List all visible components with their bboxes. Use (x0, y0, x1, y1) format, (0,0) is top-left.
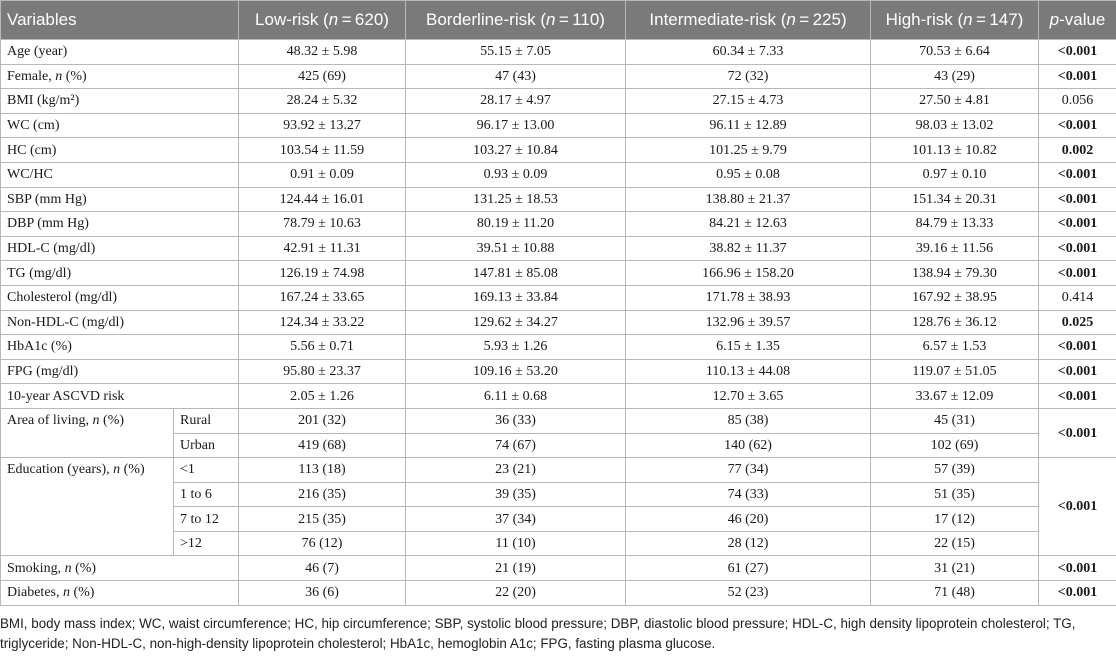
low-risk-cell: 167.24 ± 33.65 (239, 285, 406, 310)
area-of-living-label: Area of living, n (%) (1, 408, 174, 457)
variable-cell: 10-year ASCVD risk (1, 384, 239, 409)
intermediate-risk-cell: 61 (27) (626, 556, 871, 581)
variable-cell: Diabetes, n (%) (1, 581, 239, 606)
borderline-risk-cell: 74 (67) (406, 433, 626, 458)
p-value-cell: 0.002 (1039, 138, 1116, 163)
borderline-risk-cell: 37 (34) (406, 507, 626, 532)
high-risk-cell: 138.94 ± 79.30 (871, 261, 1039, 286)
table-row (1, 138, 1116, 163)
borderline-risk-cell: 96.17 ± 13.00 (406, 113, 626, 138)
intermediate-risk-cell: 77 (34) (626, 458, 871, 483)
intermediate-risk-cell: 96.11 ± 12.89 (626, 113, 871, 138)
table-row (1, 187, 1116, 212)
variable-cell: SBP (mm Hg) (1, 187, 239, 212)
education-subcategory: >12 (174, 531, 239, 556)
area-of-living-subcategory: Urban (174, 433, 239, 458)
borderline-risk-cell: 103.27 ± 10.84 (406, 138, 626, 163)
header-low-risk: Low-risk (n = 620) (239, 1, 406, 40)
low-risk-cell: 95.80 ± 23.37 (239, 359, 406, 384)
low-risk-cell: 419 (68) (239, 433, 406, 458)
borderline-risk-cell: 5.93 ± 1.26 (406, 335, 626, 360)
table-row (1, 285, 1116, 310)
table-row (1, 113, 1116, 138)
low-risk-cell: 36 (6) (239, 581, 406, 606)
header-borderline-risk: Borderline-risk (n = 110) (406, 1, 626, 40)
intermediate-risk-cell: 6.15 ± 1.35 (626, 335, 871, 360)
p-value-cell: <0.001 (1039, 113, 1116, 138)
education-label: Education (years), n (%) (1, 458, 174, 556)
borderline-risk-cell: 39.51 ± 10.88 (406, 236, 626, 261)
borderline-risk-cell: 6.11 ± 0.68 (406, 384, 626, 409)
low-risk-cell: 126.19 ± 74.98 (239, 261, 406, 286)
variable-cell: HC (cm) (1, 138, 239, 163)
high-risk-cell: 31 (21) (871, 556, 1039, 581)
high-risk-cell: 167.92 ± 38.95 (871, 285, 1039, 310)
variable-cell: Smoking, n (%) (1, 556, 239, 581)
p-value-cell: 0.025 (1039, 310, 1116, 335)
table-row (1, 335, 1116, 360)
low-risk-cell: 215 (35) (239, 507, 406, 532)
variable-cell: Age (year) (1, 40, 239, 65)
high-risk-cell: 33.67 ± 12.09 (871, 384, 1039, 409)
low-risk-cell: 425 (69) (239, 64, 406, 89)
variable-cell: HbA1c (%) (1, 335, 239, 360)
p-value-cell: <0.001 (1039, 458, 1116, 556)
borderline-risk-cell: 169.13 ± 33.84 (406, 285, 626, 310)
intermediate-risk-cell: 60.34 ± 7.33 (626, 40, 871, 65)
borderline-risk-cell: 55.15 ± 7.05 (406, 40, 626, 65)
borderline-risk-cell: 22 (20) (406, 581, 626, 606)
borderline-risk-cell: 39 (35) (406, 482, 626, 507)
area-of-living-subcategory: Rural (174, 408, 239, 433)
high-risk-cell: 17 (12) (871, 507, 1039, 532)
variable-cell: WC/HC (1, 162, 239, 187)
header-intermediate-risk: Intermediate-risk (n = 225) (626, 1, 871, 40)
variable-cell: FPG (mg/dl) (1, 359, 239, 384)
low-risk-cell: 42.91 ± 11.31 (239, 236, 406, 261)
intermediate-risk-cell: 138.80 ± 21.37 (626, 187, 871, 212)
high-risk-cell: 51 (35) (871, 482, 1039, 507)
education-subcategory: 1 to 6 (174, 482, 239, 507)
high-risk-cell: 57 (39) (871, 458, 1039, 483)
table-row (1, 310, 1116, 335)
high-risk-cell: 98.03 ± 13.02 (871, 113, 1039, 138)
high-risk-cell: 128.76 ± 36.12 (871, 310, 1039, 335)
p-value-cell: <0.001 (1039, 40, 1116, 65)
intermediate-risk-cell: 52 (23) (626, 581, 871, 606)
low-risk-cell: 78.79 ± 10.63 (239, 212, 406, 237)
borderline-risk-cell: 80.19 ± 11.20 (406, 212, 626, 237)
low-risk-cell: 113 (18) (239, 458, 406, 483)
high-risk-cell: 151.34 ± 20.31 (871, 187, 1039, 212)
intermediate-risk-cell: 27.15 ± 4.73 (626, 89, 871, 114)
variable-cell: Non-HDL-C (mg/dl) (1, 310, 239, 335)
intermediate-risk-cell: 166.96 ± 158.20 (626, 261, 871, 286)
high-risk-cell: 43 (29) (871, 64, 1039, 89)
low-risk-cell: 124.44 ± 16.01 (239, 187, 406, 212)
header-p-value: p-value (1039, 1, 1116, 40)
high-risk-cell: 22 (15) (871, 531, 1039, 556)
intermediate-risk-cell: 28 (12) (626, 531, 871, 556)
p-value-cell: <0.001 (1039, 162, 1116, 187)
p-value-cell: 0.056 (1039, 89, 1116, 114)
table-row (1, 40, 1116, 65)
intermediate-risk-cell: 74 (33) (626, 482, 871, 507)
variable-cell: TG (mg/dl) (1, 261, 239, 286)
p-value-cell: <0.001 (1039, 359, 1116, 384)
high-risk-cell: 84.79 ± 13.33 (871, 212, 1039, 237)
intermediate-risk-cell: 0.95 ± 0.08 (626, 162, 871, 187)
high-risk-cell: 102 (69) (871, 433, 1039, 458)
table-row (1, 581, 1116, 606)
borderline-risk-cell: 21 (19) (406, 556, 626, 581)
borderline-risk-cell: 28.17 ± 4.97 (406, 89, 626, 114)
header-variables: Variables (1, 1, 239, 40)
table-body (1, 40, 1116, 606)
high-risk-cell: 119.07 ± 51.05 (871, 359, 1039, 384)
table-row (1, 162, 1116, 187)
borderline-risk-cell: 36 (33) (406, 408, 626, 433)
low-risk-cell: 201 (32) (239, 408, 406, 433)
high-risk-cell: 0.97 ± 0.10 (871, 162, 1039, 187)
p-value-cell: <0.001 (1039, 187, 1116, 212)
low-risk-cell: 93.92 ± 13.27 (239, 113, 406, 138)
p-value-cell: <0.001 (1039, 556, 1116, 581)
p-value-cell: <0.001 (1039, 236, 1116, 261)
intermediate-risk-cell: 132.96 ± 39.57 (626, 310, 871, 335)
borderline-risk-cell: 131.25 ± 18.53 (406, 187, 626, 212)
intermediate-risk-cell: 140 (62) (626, 433, 871, 458)
table-footnote: BMI, body mass index; WC, waist circumference; HC, hip circumference; SBP, systolic blood pressure; DBP, diastolic blood pressure; HDL-C, high density lipoprotein cholesterol; TG, triglyceride; Non-HDL-C, non-high-density lipoprotein cholesterol; HbA1c, hemoglobin A1c; FPG, fasting plasma glucose. (0, 616, 1076, 651)
low-risk-cell: 103.54 ± 11.59 (239, 138, 406, 163)
intermediate-risk-cell: 72 (32) (626, 64, 871, 89)
intermediate-risk-cell: 110.13 ± 44.08 (626, 359, 871, 384)
low-risk-cell: 48.32 ± 5.98 (239, 40, 406, 65)
table-row (1, 384, 1116, 409)
intermediate-risk-cell: 12.70 ± 3.65 (626, 384, 871, 409)
borderline-risk-cell: 47 (43) (406, 64, 626, 89)
table-row (1, 64, 1116, 89)
variable-cell: WC (cm) (1, 113, 239, 138)
borderline-risk-cell: 147.81 ± 85.08 (406, 261, 626, 286)
low-risk-cell: 124.34 ± 33.22 (239, 310, 406, 335)
variable-cell: DBP (mm Hg) (1, 212, 239, 237)
low-risk-cell: 76 (12) (239, 531, 406, 556)
header-high-risk: High-risk (n = 147) (871, 1, 1039, 40)
high-risk-cell: 71 (48) (871, 581, 1039, 606)
p-value-cell: <0.001 (1039, 335, 1116, 360)
low-risk-cell: 5.56 ± 0.71 (239, 335, 406, 360)
table-row (1, 212, 1116, 237)
p-value-cell: <0.001 (1039, 64, 1116, 89)
high-risk-cell: 70.53 ± 6.64 (871, 40, 1039, 65)
variable-cell: BMI (kg/m²) (1, 89, 239, 114)
education-subcategory: <1 (174, 458, 239, 483)
table-row (1, 556, 1116, 581)
high-risk-cell: 39.16 ± 11.56 (871, 236, 1039, 261)
intermediate-risk-cell: 85 (38) (626, 408, 871, 433)
intermediate-risk-cell: 84.21 ± 12.63 (626, 212, 871, 237)
low-risk-cell: 2.05 ± 1.26 (239, 384, 406, 409)
p-value-cell: <0.001 (1039, 384, 1116, 409)
table-row (1, 89, 1116, 114)
borderline-risk-cell: 109.16 ± 53.20 (406, 359, 626, 384)
borderline-risk-cell: 23 (21) (406, 458, 626, 483)
education-row (1, 458, 1116, 483)
low-risk-cell: 28.24 ± 5.32 (239, 89, 406, 114)
low-risk-cell: 0.91 ± 0.09 (239, 162, 406, 187)
low-risk-cell: 216 (35) (239, 482, 406, 507)
high-risk-cell: 101.13 ± 10.82 (871, 138, 1039, 163)
intermediate-risk-cell: 38.82 ± 11.37 (626, 236, 871, 261)
borderline-risk-cell: 129.62 ± 34.27 (406, 310, 626, 335)
p-value-cell: <0.001 (1039, 408, 1116, 457)
variable-cell: Female, n (%) (1, 64, 239, 89)
p-value-cell: <0.001 (1039, 581, 1116, 606)
table-row (1, 359, 1116, 384)
p-value-cell: 0.414 (1039, 285, 1116, 310)
borderline-risk-cell: 0.93 ± 0.09 (406, 162, 626, 187)
variable-cell: HDL-C (mg/dl) (1, 236, 239, 261)
header-row (1, 1, 1116, 40)
high-risk-cell: 6.57 ± 1.53 (871, 335, 1039, 360)
education-subcategory: 7 to 12 (174, 507, 239, 532)
high-risk-cell: 27.50 ± 4.81 (871, 89, 1039, 114)
p-value-cell: <0.001 (1039, 212, 1116, 237)
high-risk-cell: 45 (31) (871, 408, 1039, 433)
area-of-living-row (1, 408, 1116, 433)
table-row (1, 261, 1116, 286)
table-row (1, 236, 1116, 261)
low-risk-cell: 46 (7) (239, 556, 406, 581)
intermediate-risk-cell: 46 (20) (626, 507, 871, 532)
borderline-risk-cell: 11 (10) (406, 531, 626, 556)
intermediate-risk-cell: 171.78 ± 38.93 (626, 285, 871, 310)
intermediate-risk-cell: 101.25 ± 9.79 (626, 138, 871, 163)
p-value-cell: <0.001 (1039, 261, 1116, 286)
variable-cell: Cholesterol (mg/dl) (1, 285, 239, 310)
